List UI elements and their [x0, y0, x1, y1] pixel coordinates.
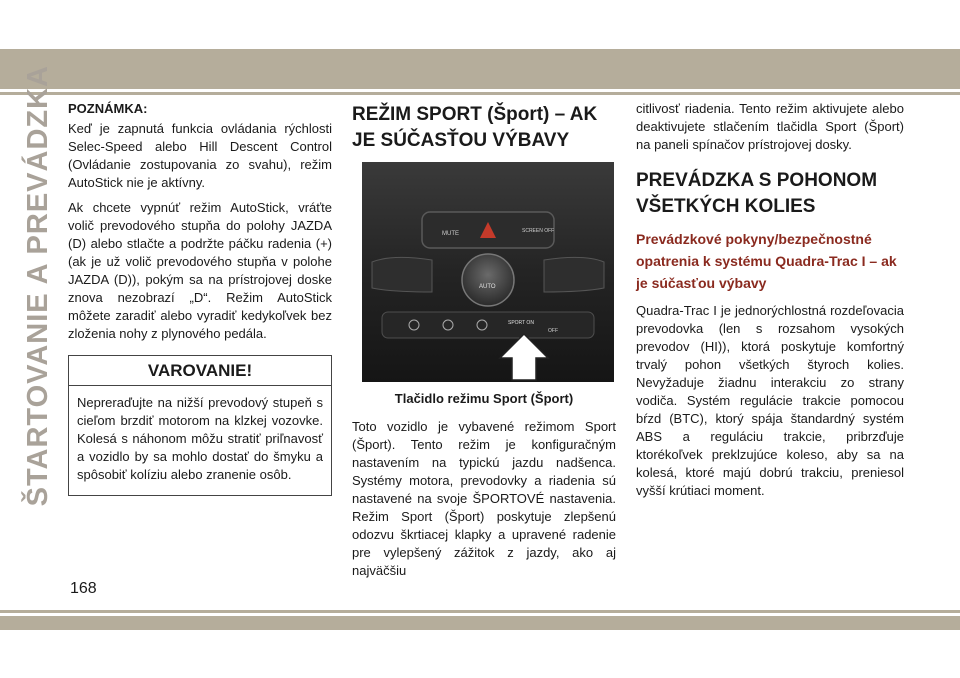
note-text: Keď je zapnutá funkcia ovládania rýchlosti Selec-Speed alebo Hill Descent Control (Ovládanie zostupovania zo svahu), režim AutoStick nie je aktívny. [68, 121, 332, 190]
chapter-side-label: ŠTARTOVANIE A PREVÁDZKA [21, 65, 54, 507]
sport-mode-continuation: citlivosť riadenia. Tento režim aktivujete alebo deaktivujete stlačením tlačidla Sport (Šport) na paneli spínačov prístrojovej dosky. [636, 101, 904, 152]
traction-off-label: OFF [548, 328, 558, 334]
warning-text: Nepreraďujte na nižší prevodový stupeň s cieľom brzdiť motorom na klzkej vozovke. Kolesá s náhonom môžu stratiť priľnavosť a vozidlo by sa mohlo dostať do šmyku a spôsobiť kolíziu alebo zranenie osôb. [77, 395, 323, 482]
page-number: 168 [70, 580, 97, 597]
column-left [68, 100, 332, 496]
auto-label: AUTO [479, 284, 496, 290]
note-title: POZNÁMKA: [68, 101, 148, 116]
screen-off-label: SCREEN OFF [522, 228, 555, 234]
header-rule [0, 92, 960, 95]
column-right [636, 100, 904, 507]
sport-label: SPORT ON [508, 320, 534, 326]
column-middle [352, 100, 616, 587]
quadra-trac-subheading: Prevádzkové pokyny/bezpečnostné opatrenia k systému Quadra-Trac I – ak je súčasťou výbavy [636, 231, 897, 291]
warning-title: VAROVANIE! [69, 356, 331, 386]
sport-button-photo [362, 162, 614, 382]
footer-rule [0, 610, 960, 613]
quadra-trac-paragraph: Quadra-Trac I je jednorýchlostná rozdeľovacia prevodovka (len s rozsahom vysokých prevodov (HI)), ktorá poskytuje komfortný trvalý pohon všetkých štyroch kolies. Nevyžaduje žiadnu interakciu zo strany vodiča. Systém regulácie trakcie pomocou bŕzd (BTC), ktorý spája štandardný systém ABS a reguláciu trakcie, pribrzďuje ktorékoľvek preklzujúce koleso, aby sa na kolesá, ktoré majú dobrú trakciu, preniesol vyšší krútiaci moment. [636, 303, 904, 498]
figure-caption: Tlačidlo režimu Sport (Šport) [394, 391, 574, 406]
mute-label: MUTE [442, 231, 459, 237]
awd-heading: PREVÁDZKA S POHONOM VŠETKÝCH KOLIES [636, 170, 878, 217]
autostick-paragraph: Ak chcete vypnúť režim AutoStick, vráťte volič prevodového stupňa do polohy JAZDA (D) alebo stlačte a podržte páčku radenia (+) (ak je už volič prevodového stupňa v polohe JAZDA (D)), pokým sa na prístrojovej doske znova nezobrazí „D“. Režim AutoStick môžete zaradiť alebo vyradiť kedykoľvek bez zloženia nohy z plynového pedála. [68, 200, 332, 341]
sport-mode-paragraph: Toto vozidlo je vybavené režimom Sport (Šport). Tento režim je konfiguračným nastavením na typickú jazdu nadšenca. Systémy motora, prevodovky a riadenia sú nastavené na svoje ŠPORTOVÉ nastavenia. Režim Sport (Šport) poskytuje zlepšenú odozvu škrtiacej klapky a upravené radenie pre vylepšený zážitok z jazdy, ako aj najväčšiu [352, 419, 616, 578]
sport-mode-heading: REŽIM SPORT (Šport) – AK JE SÚČASŤOU VÝBAVY [352, 104, 598, 151]
header-band [0, 49, 960, 89]
climate-knob [462, 254, 514, 306]
footer-band [0, 616, 960, 630]
warning-box [68, 355, 332, 496]
dashboard-switch-panel-illustration [362, 162, 614, 382]
